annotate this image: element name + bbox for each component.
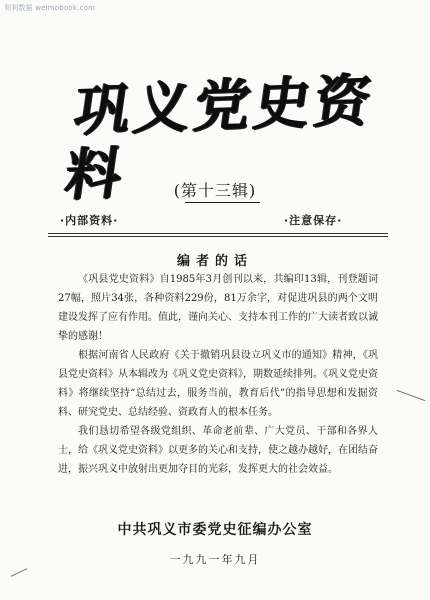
issue-underline: [185, 202, 260, 203]
editor-note-body: [58, 270, 378, 479]
classification-preserve: ·注意保存·: [284, 214, 343, 227]
divider-line: [48, 236, 388, 237]
classification-internal: ·内部资料·: [60, 214, 119, 227]
publication-date: 一九九一年九月: [169, 553, 261, 566]
issue-number: (第十三辑): [173, 181, 257, 200]
scan-artifact: [397, 390, 426, 401]
scan-artifact: [11, 568, 28, 577]
divider-line: [48, 233, 388, 234]
watermark-text: 利利数据 weimobook.com: [4, 4, 96, 12]
document-title: 巩义党史资料: [60, 67, 380, 209]
paragraph: 我们恳切希望各级党组织、革命老前辈、广大党员、干部和各界人士，给《巩义党史资料》以更多的关心和支持，使之越办越好，在团结奋进，振兴巩义中放射出更加夺目的光彩，发挥更大的社会效益。: [58, 426, 378, 475]
paragraph: 《巩县党史资料》自1985年3月创刊以来，共编印13辑，刊登题词27幅，照片34张，各种资料229份，81万余字，对促进巩县的两个文明建设发挥了应有作用。值此，谨向关心、支持本刊工作的广大读者致以诚挚的感谢！: [58, 274, 378, 342]
editor-note-heading: 编者的话: [176, 254, 253, 269]
issuing-organization: 中共巩义市委党史征编办公室: [117, 522, 313, 538]
paragraph: 根据河南省人民政府《关于撤销巩县设立巩义市的通知》精神，《巩县党史资料》从本辑改为《巩义党史资料》，期数延续排列。《巩义党史资料》将继续坚持“总结过去，服务当前，教育后代”的指导思想和发掘资料、研究党史、总结经验、资政育人的根本任务。: [58, 350, 378, 418]
